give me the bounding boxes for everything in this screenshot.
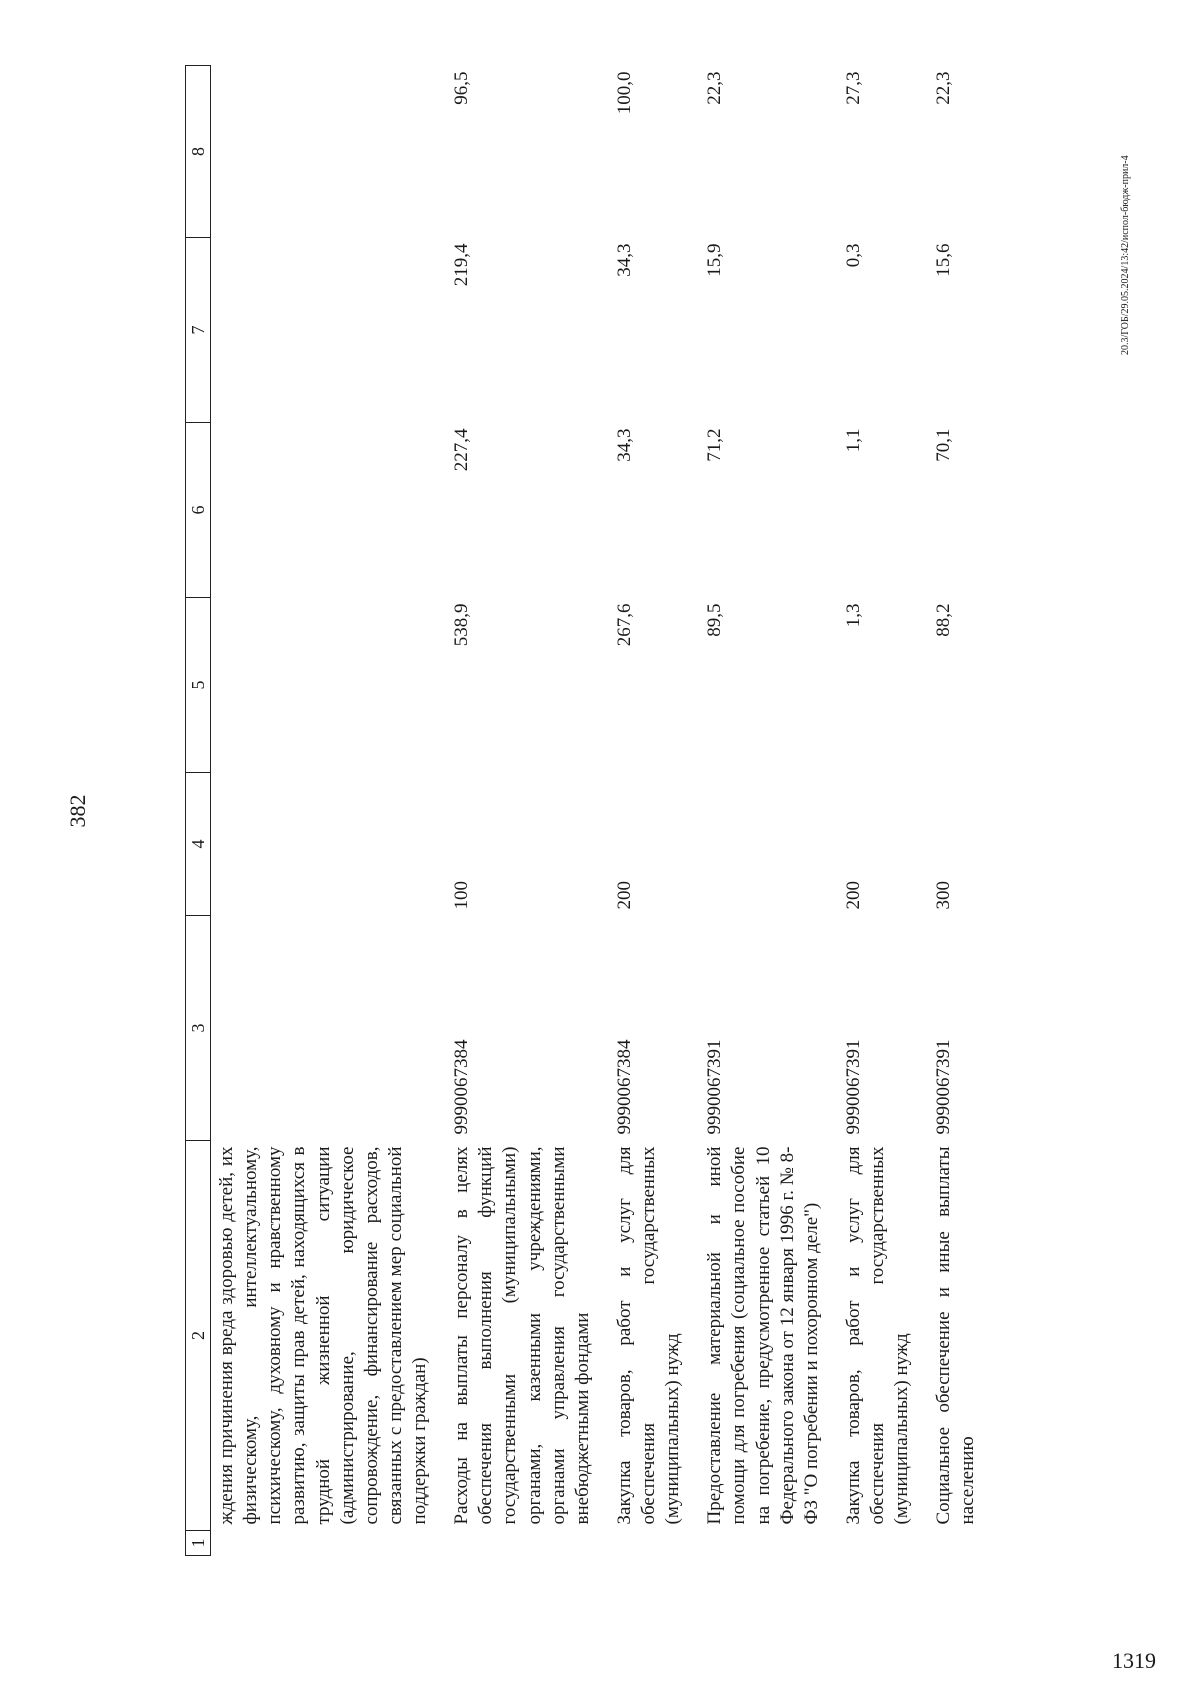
description-cell: ждения причинения вреда здоровью детей, их физическому, интеллектуальному, психическому, духовному и нравственному развитию, защиты прав детей, находящихся в трудной жизненной ситуации (администрирование, юридическое сопровождение, финансирование расходов, связанных с предоставлением мер социальной поддержки граждан) <box>216 1146 430 1525</box>
row-number-cell <box>838 1531 928 1556</box>
column-number: 4 <box>186 773 211 916</box>
column-number: 7 <box>186 238 211 423</box>
column-number: 6 <box>186 423 211 598</box>
expense-type-cell: 100 <box>451 881 473 910</box>
value-cell: 34,3 <box>613 243 635 277</box>
row-number-cell <box>699 1531 838 1556</box>
description-cell: Предоставление материальной и иной помощи для погребения (социальное пособие на погребение, предусмотренное статьей 10 Федерального закона от 12 января 1996 г. № 8-ФЗ "О погребении и похоронном деле") <box>704 1146 822 1525</box>
description-cell: Закупка товаров, работ и услуг для обеспечения государственных (муниципальных) нужд <box>842 1146 913 1525</box>
row-number-cell <box>928 1531 994 1556</box>
expense-type-cell: 300 <box>933 881 955 910</box>
description-cell: Расходы на выплаты персоналу в целях обеспечения выполнения функций государственными (муниципальными) органами, казенными учреждениями, органами управления государственными внебюджетными фондами <box>451 1146 593 1525</box>
value-cell: 15,9 <box>704 243 726 277</box>
description-cell: Закупка товаров, работ и услуг для обеспечения государственных (муниципальных) нужд <box>613 1146 684 1525</box>
value-cell: 227,4 <box>451 428 473 472</box>
budget-table <box>185 65 995 1556</box>
target-code-cell: 9990067391 <box>704 1039 726 1135</box>
target-code-cell: 9990067391 <box>933 1039 955 1135</box>
row-number-cell <box>609 1531 699 1556</box>
expense-type-cell: 200 <box>613 881 635 910</box>
expense-type-cell <box>699 773 838 916</box>
target-code-cell <box>211 916 447 1141</box>
row-number-cell <box>211 1531 447 1556</box>
value-cell <box>211 238 447 423</box>
value-cell: 88,2 <box>933 603 955 637</box>
table-row <box>211 66 447 1556</box>
column-number: 3 <box>186 916 211 1141</box>
value-cell: 267,6 <box>613 603 635 647</box>
value-cell: 15,6 <box>933 243 955 277</box>
row-number-cell <box>446 1531 609 1556</box>
value-cell <box>211 598 447 773</box>
expense-type-cell: 200 <box>842 881 864 910</box>
column-number-row <box>186 66 211 1556</box>
expense-type-cell <box>211 773 447 916</box>
sheet-number: 1319 <box>1112 1648 1156 1673</box>
target-code-cell: 9990067384 <box>613 1039 635 1135</box>
rotated-page <box>65 66 1045 1556</box>
column-number: 1 <box>186 1531 211 1556</box>
value-cell: 538,9 <box>451 603 473 647</box>
value-cell: 71,2 <box>704 428 726 462</box>
value-cell: 1,3 <box>842 603 864 628</box>
column-number: 5 <box>186 598 211 773</box>
table-row <box>699 66 838 1556</box>
percent-cell: 22,3 <box>704 71 726 105</box>
value-cell: 0,3 <box>842 243 864 268</box>
document-code: 20.3/ГОБ/29.05.2024/13:42/испол-бюдж-прил-4 <box>1120 155 1131 355</box>
value-cell: 70,1 <box>933 428 955 462</box>
percent-cell: 27,3 <box>842 71 864 105</box>
column-number: 8 <box>186 66 211 238</box>
value-cell: 89,5 <box>704 603 726 637</box>
percent-cell: 96,5 <box>451 71 473 105</box>
table-row <box>838 66 928 1556</box>
value-cell <box>211 423 447 598</box>
table-row <box>609 66 699 1556</box>
page-number: 382 <box>65 794 90 828</box>
percent-cell: 22,3 <box>933 71 955 105</box>
description-cell: Социальное обеспечение и иные выплаты населению <box>933 1146 979 1525</box>
target-code-cell: 9990067384 <box>451 1039 473 1135</box>
percent-cell: 100,0 <box>613 71 635 115</box>
table-row <box>446 66 609 1556</box>
value-cell: 1,1 <box>842 428 864 453</box>
target-code-cell: 9990067391 <box>842 1039 864 1135</box>
column-number: 2 <box>186 1141 211 1531</box>
value-cell: 34,3 <box>613 428 635 462</box>
table-row <box>928 66 994 1556</box>
value-cell: 219,4 <box>451 243 473 287</box>
percent-cell <box>211 66 447 238</box>
